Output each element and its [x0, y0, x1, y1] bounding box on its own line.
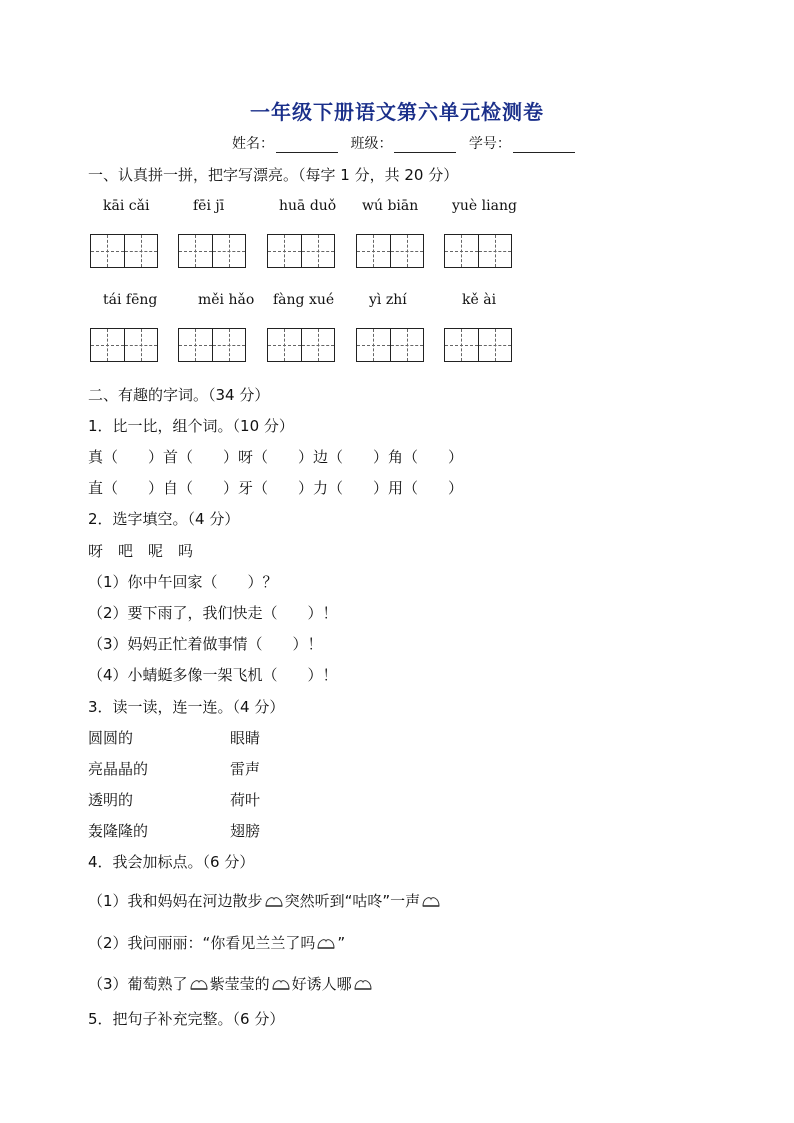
writing-grid[interactable] [356, 234, 424, 268]
q3-left-item[interactable]: 圆圆的 [88, 729, 134, 747]
sentence-part: 突然听到“咕咚”一声 [284, 892, 421, 910]
q3-right-item[interactable]: 荷叶 [230, 791, 261, 809]
item-number: （1） [88, 892, 128, 910]
q4-item [88, 890, 442, 911]
q1-row: 真（ ）首（ ）呀（ ）边（ ）角（ ） [88, 448, 464, 466]
pinyin-label: wú biān [362, 198, 419, 214]
q3-right-item[interactable]: 眼睛 [230, 729, 261, 747]
q3-heading: 3．读一读，连一连。（4 分） [88, 698, 285, 716]
sentence-part: 我和妈妈在河边散步 [127, 892, 263, 910]
sentence-part: 我问丽丽：“你看见兰兰了吗 [127, 934, 316, 952]
class-label: 班级： [350, 136, 393, 152]
pinyin-label: kě ài [462, 292, 497, 308]
apple-slot-icon[interactable] [271, 978, 291, 990]
name-label: 姓名： [232, 136, 274, 152]
pinyin-label: yì zhí [369, 292, 407, 308]
q3-right-item[interactable]: 雷声 [230, 760, 261, 778]
writing-grid[interactable] [444, 328, 512, 362]
sentence-part: 葡萄熟了 [127, 975, 188, 993]
page-title: 一年级下册语文第六单元检测卷 [250, 100, 544, 124]
pinyin-label: fēi jī [193, 198, 225, 214]
sentence-part: 好诱人哪 [291, 975, 352, 993]
sentence-part: ” [337, 934, 346, 952]
section2-heading: 二、有趣的字词。（34 分） [88, 386, 270, 404]
writing-grid[interactable] [267, 234, 335, 268]
item-number: （3） [88, 975, 128, 993]
q2-options: 呀 吧 呢 吗 [88, 542, 194, 560]
pinyin-label: měi hǎo [198, 292, 255, 308]
student-info [232, 133, 583, 153]
pinyin-label: tái fēng [103, 292, 158, 308]
writing-grid[interactable] [178, 234, 246, 268]
apple-slot-icon[interactable] [421, 895, 441, 907]
number-blank[interactable] [513, 138, 575, 153]
q3-left-item[interactable]: 亮晶晶的 [88, 760, 149, 778]
q4-heading: 4．我会加标点。（6 分） [88, 853, 255, 871]
writing-grid[interactable] [90, 328, 158, 362]
writing-grid[interactable] [267, 328, 335, 362]
q2-item: （2）要下雨了，我们快走（ ）！ [88, 604, 338, 622]
writing-grid[interactable] [178, 328, 246, 362]
number-label: 学号： [468, 136, 511, 152]
class-blank[interactable] [394, 138, 456, 153]
writing-grid[interactable] [444, 234, 512, 268]
q1-heading: 1．比一比，组个词。（10 分） [88, 417, 294, 435]
pinyin-label: kāi cǎi [103, 198, 150, 214]
q4-item [88, 973, 374, 994]
q4-item [88, 932, 345, 953]
q1-row: 直（ ）自（ ）牙（ ）力（ ）用（ ） [88, 479, 464, 497]
apple-slot-icon[interactable] [316, 937, 336, 949]
pinyin-label: fàng xué [273, 292, 335, 308]
q5-heading: 5．把句子补充完整。（6 分） [88, 1010, 285, 1028]
pinyin-label: huā duǒ [279, 198, 337, 214]
q2-item: （1）你中午回家（ ）？ [88, 573, 278, 591]
q2-item: （4）小蜻蜓多像一架飞机（ ）！ [88, 666, 338, 684]
name-blank[interactable] [276, 138, 338, 153]
apple-slot-icon[interactable] [353, 978, 373, 990]
writing-grid[interactable] [356, 328, 424, 362]
q3-right-item[interactable]: 翅膀 [230, 822, 261, 840]
writing-grid[interactable] [90, 234, 158, 268]
pinyin-label: yuè liang [452, 198, 517, 214]
apple-slot-icon[interactable] [189, 978, 209, 990]
sentence-part: 紫莹莹的 [209, 975, 270, 993]
section1-heading: 一、认真拼一拼，把字写漂亮。（每字 1 分，共 20 分） [88, 166, 459, 184]
q2-heading: 2．选字填空。（4 分） [88, 510, 240, 528]
q2-item: （3）妈妈正忙着做事情（ ）！ [88, 635, 323, 653]
q3-left-item[interactable]: 透明的 [88, 791, 134, 809]
q3-left-item[interactable]: 轰隆隆的 [88, 822, 149, 840]
apple-slot-icon[interactable] [264, 895, 284, 907]
item-number: （2） [88, 934, 128, 952]
